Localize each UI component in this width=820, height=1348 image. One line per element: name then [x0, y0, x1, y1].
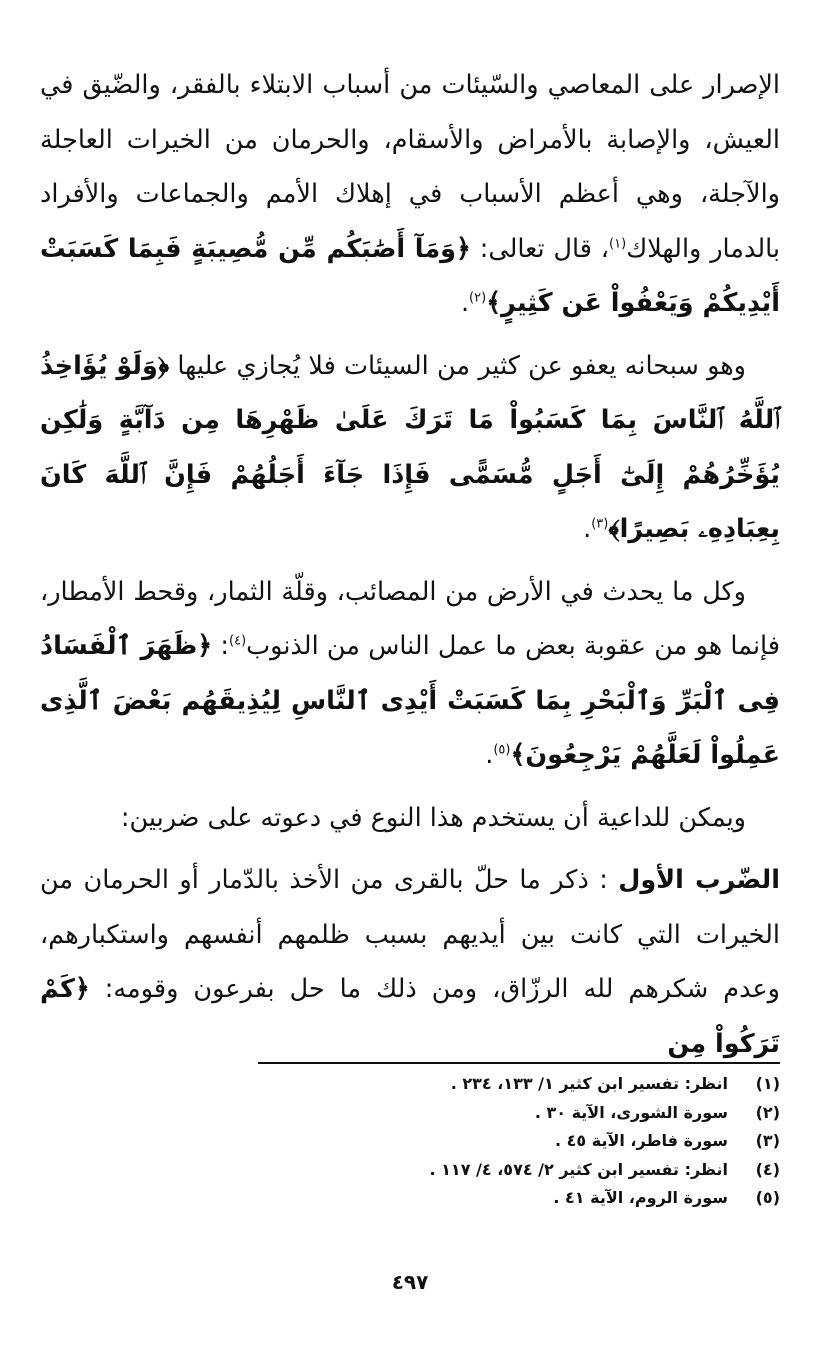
text-segment: وكل ما يحدث في الأرض من المصائب، وقلّة الثمار، وقحط الأمطار، فإنما هو من عقوبة بعض ما عمل الناس من الذنوب — [40, 576, 781, 661]
quran-verse: ﴿وَمَآ أَصَٰبَكُم مِّن مُّصِيبَةٍ فَبِمَا كَسَبَتْ أَيْدِيكُمْ وَيَعْفُواْ عَن كَثِيرٍ﴾ — [40, 233, 780, 318]
footnote-ref-1: (١) — [609, 236, 627, 251]
footnote-text: سورة الروم، الآية ٤١ . — [553, 1188, 728, 1207]
text-segment: . — [485, 740, 494, 770]
footnote-text: سورة فاطر، الآية ٤٥ . — [554, 1131, 728, 1150]
paragraph-3 — [40, 565, 780, 783]
footnote-text: انظر: تفسير ابن كثير ١/ ١٣٣، ٢٣٤ . — [450, 1074, 728, 1093]
text-segment: : ذكر ما حلّ بالقرى من الأخذ بالدّمار أو الحرمان من الخيرات التي كانت بين أيديهم بسبب ظلمهم أنفسهم واستكبارهم، وعدم شكرهم لله الرزّاق، ومن ذلك ما حل بفرعون وقومه: — [40, 865, 780, 1004]
footnote-number: (٣) — [755, 1131, 780, 1150]
footnote-divider — [258, 1062, 780, 1064]
paragraph-4 — [40, 791, 780, 846]
footnote-text: سورة الشورى، الآية ٣٠ . — [534, 1102, 728, 1122]
quran-verse: ﴿وَلَوْ يُؤَاخِذُ ٱللَّهُ ٱلنَّاسَ بِمَا كَسَبُواْ مَا تَرَكَ عَلَىٰ ظَهْرِهَا مِن دَآبَّةٍ وَلَٰكِن يُؤَخِّرُهُمْ إِلَىٰٓ أَجَلٍ مُّسَمًّى فَإِذَا جَآءَ أَجَلُهُمْ فَإِنَّ ٱللَّهَ كَانَ بِعِبَادِهِۦ بَصِيرًا﴾ — [40, 350, 780, 544]
paragraph-5 — [40, 853, 780, 1071]
footnote-number: (١) — [755, 1074, 780, 1093]
quran-verse: ﴿كَمْ تَرَكُواْ مِن — [40, 974, 780, 1059]
footnote-ref-2: (٢) — [469, 290, 487, 306]
quran-verse: ﴿ظَهَرَ ٱلْفَسَادُ فِى ٱلْبَرِّ وَٱلْبَحْرِ بِمَا كَسَبَتْ أَيْدِى ٱلنَّاسِ لِيُذِيقَهُم بَعْضَ ٱلَّذِى عَمِلُواْ لَعَلَّهُمْ يَرْجِعُونَ﴾ — [40, 631, 780, 770]
text-segment: وهو سبحانه يعفو عن كثير من السيئات فلا يُجازي عليها — [169, 350, 747, 381]
footnote — [40, 1127, 780, 1156]
footnote — [40, 1184, 780, 1213]
text-segment: الإصرار على المعاصي والسّيئات من أسباب الابتلاء بالفقر، والضّيق في العيش، والإصابة بالأمراض والأسقام، والحرمان من الخيرات العاجلة والآجلة، وهي أعظم الأسباب في إهلاك الأمم والجماعات والأفراد بالدمار والهلاك — [40, 70, 780, 264]
footnotes — [40, 1070, 780, 1213]
text-segment: . — [460, 288, 470, 318]
footnote-ref-4: (٤) — [229, 633, 247, 649]
footnote-number: (٢) — [755, 1102, 780, 1122]
text-segment: : — [212, 631, 229, 661]
paragraph-1 — [40, 58, 780, 331]
text-segment: ويمكن للداعية أن يستخدم هذا النوع في دعوته على ضربين: — [120, 802, 746, 833]
main-text — [40, 58, 780, 1071]
footnote-text: انظر: تفسير ابن كثير ٢/ ٥٧٤، ٤/ ١١٧ . — [429, 1159, 728, 1179]
footnote — [40, 1099, 780, 1128]
footnote-number: (٤) — [755, 1159, 780, 1179]
text-segment: . — [583, 514, 592, 544]
footnote-ref-5: (٥) — [493, 742, 511, 758]
text-segment: ، قال تعالى: — [470, 233, 610, 264]
footnote-ref-3: (٣) — [591, 516, 609, 532]
page-number: ٤٩٧ — [391, 1270, 429, 1294]
footnote — [40, 1156, 780, 1185]
footnote — [40, 1070, 780, 1099]
footnote-number: (٥) — [755, 1188, 780, 1207]
paragraph-2 — [40, 339, 780, 557]
section-heading: الضّرب الأول — [618, 865, 780, 895]
